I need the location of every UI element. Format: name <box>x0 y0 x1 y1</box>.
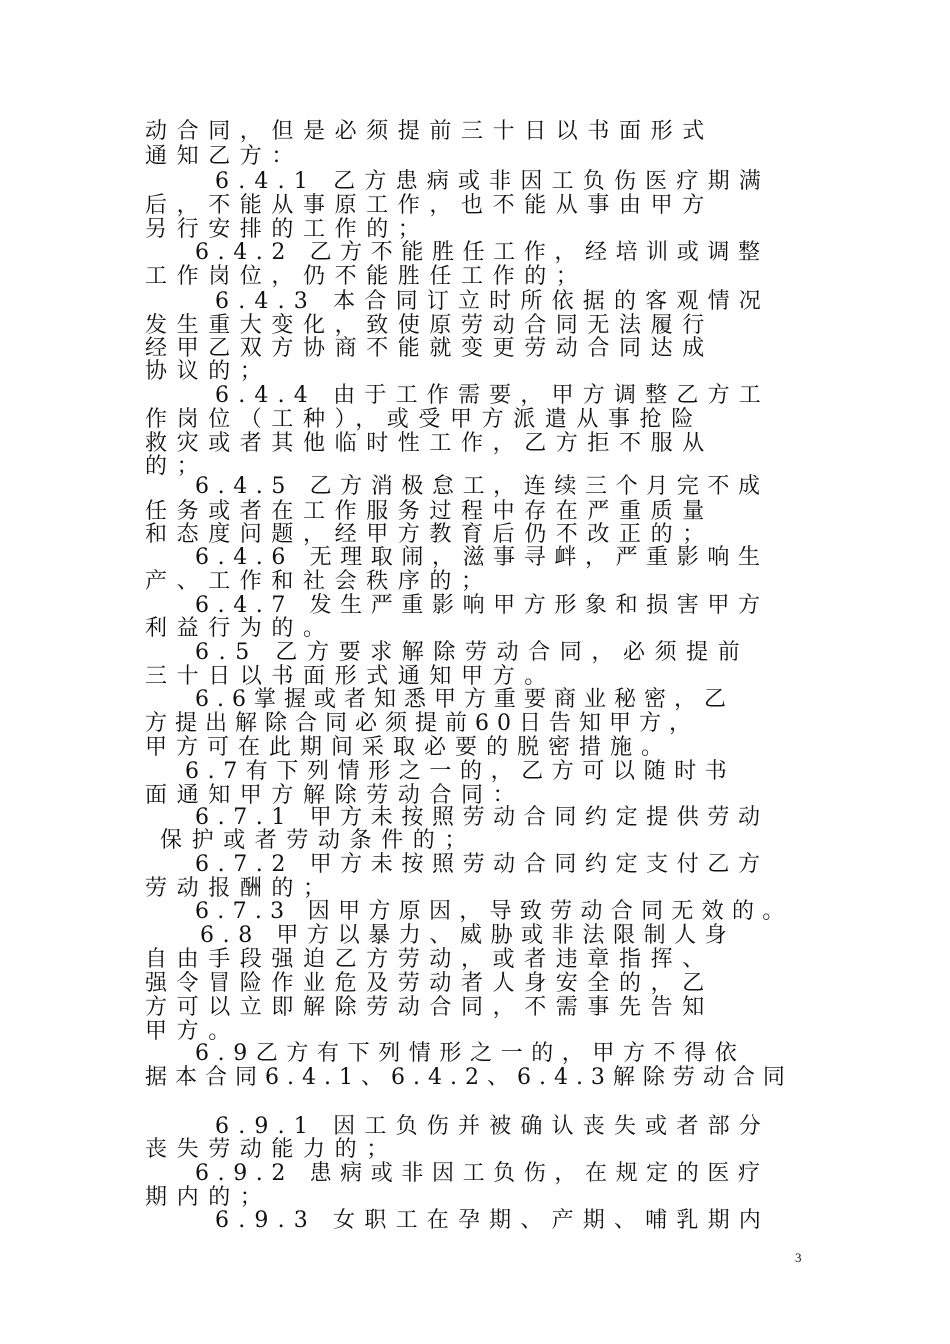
text-line: 6.9.3 女职工在孕期、产期、哺乳期内 <box>215 1208 770 1233</box>
text-line: 三十日以书面形式通知甲方。 <box>145 664 556 689</box>
text-line: 发生重大变化，致使原劳动合同无法履行 <box>145 313 714 338</box>
text-line: 6.9.1 因工负伤并被确认丧失或者部分 <box>215 1114 770 1139</box>
text-line: 丧失劳动能力的； <box>145 1137 398 1162</box>
text-line: 救灾或者其他临时性工作，乙方拒不服从 <box>145 431 714 456</box>
text-line: 任务或者在工作服务过程中存在严重质量 <box>145 499 714 524</box>
text-line: 甲方。 <box>145 1019 240 1044</box>
text-line: 6.7.2 甲方未按照劳动合同约定支付乙方 <box>195 852 769 877</box>
text-line: 通知乙方： <box>145 144 304 169</box>
text-line: 6.6掌握或者知悉甲方重要商业秘密，乙 <box>195 687 734 712</box>
text-line: 6.4.3 本合同订立时所依据的客观情况 <box>215 289 770 314</box>
text-line: 方可以立即解除劳动合同，不需事先告知 <box>145 995 714 1020</box>
text-line: 工作岗位，仍不能胜任工作的； <box>145 264 588 289</box>
text-line: 6.5 乙方要求解除劳动合同，必须提前 <box>195 640 750 665</box>
text-line: 期内的； <box>145 1185 272 1210</box>
text-line: 劳动报酬的； <box>145 876 335 901</box>
text-line: 和态度问题，经甲方教育后仍不改正的； <box>145 522 714 547</box>
text-line: 的； <box>145 454 209 479</box>
text-line: 动合同，但是必须提前三十日以书面形式 <box>145 119 714 144</box>
text-line: 自由手段强迫乙方劳动，或者违章指挥、 <box>145 947 714 972</box>
text-line: 6.4.2 乙方不能胜任工作，经培训或调整 <box>195 240 769 265</box>
text-line: 6.8 甲方以暴力、威胁或非法限制人身 <box>200 923 736 948</box>
text-line: 6.9乙方有下列情形之一的，甲方不得依 <box>195 1041 746 1066</box>
text-line: 协议的； <box>145 359 272 384</box>
text-line: 另行安排的工作的； <box>145 217 430 242</box>
text-line: 甲方可在此期间采取必要的脱密措施。 <box>145 735 673 760</box>
text-line: 产、工作和社会秩序的； <box>145 569 493 594</box>
text-line: 6.7有下列情形之一的，乙方可以随时书 <box>185 759 736 784</box>
text-line: 作岗位（工种），或受甲方派遣从事抢险 <box>145 407 703 432</box>
text-line: 6.7.3 因甲方原因，导致劳动合同无效的。 <box>195 899 793 924</box>
text-line: 6.4.7 发生严重影响甲方形象和损害甲方 <box>195 593 769 618</box>
text-line: 据本合同6.4.1、6.4.2、6.4.3解除劳动合同 <box>145 1065 793 1090</box>
text-line: 6.4.5 乙方消极怠工，连续三个月完不成 <box>195 474 769 499</box>
text-line: 保护或者劳动条件的； <box>160 828 477 853</box>
text-line: 方提出解除合同必须提前60日告知甲方， <box>145 711 699 736</box>
text-line: 6.4.6 无理取闹，滋事寻衅，严重影响生 <box>195 545 769 570</box>
text-line: 面通知甲方解除劳动合同： <box>145 783 525 808</box>
text-line: 利益行为的。 <box>145 616 335 641</box>
text-line: 后，不能从事原工作，也不能从事由甲方 <box>145 193 714 218</box>
text-line: 经甲乙双方协商不能就变更劳动合同达成 <box>145 336 714 361</box>
text-line: 6.9.2 患病或非因工负伤，在规定的医疗 <box>195 1161 769 1186</box>
text-line: 6.7.1 甲方未按照劳动合同约定提供劳动 <box>195 805 769 830</box>
text-line: 强令冒险作业危及劳动者人身安全的，乙 <box>145 971 714 996</box>
text-line: 6.4.4 由于工作需要，甲方调整乙方工 <box>215 383 770 408</box>
text-line: 6.4.1 乙方患病或非因工负伤医疗期满 <box>215 169 770 194</box>
page-number: 3 <box>795 1250 802 1265</box>
